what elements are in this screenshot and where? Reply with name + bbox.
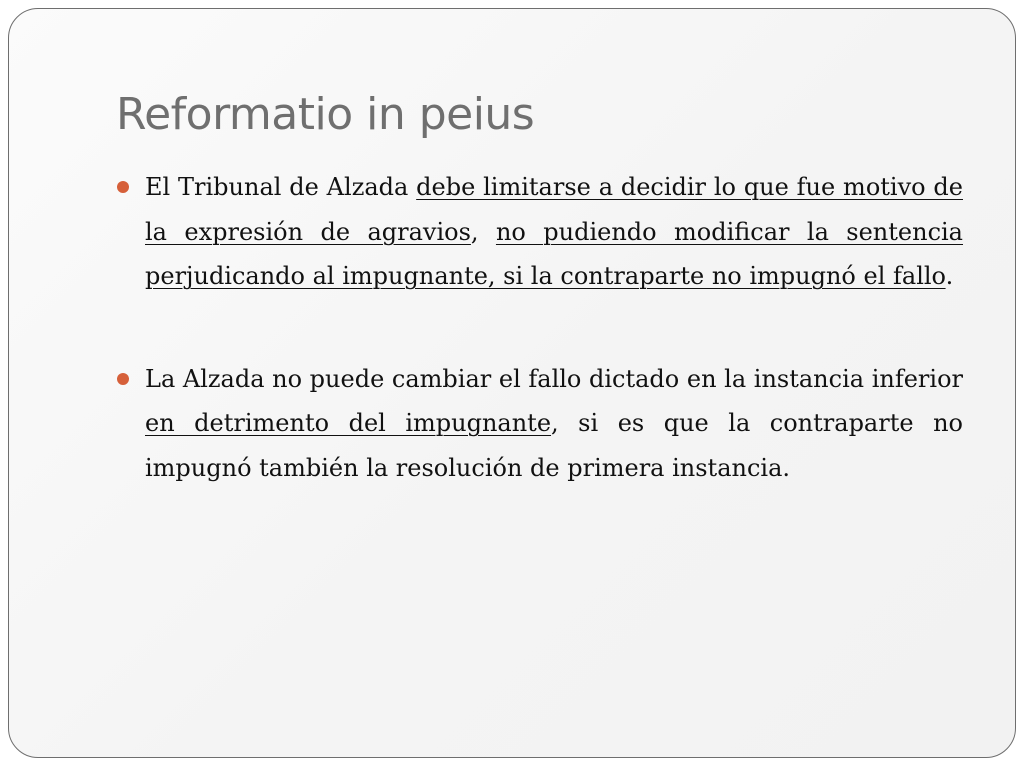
bullet-text: La Alzada no puede cambiar el fallo dictado en la instancia inferior (145, 364, 963, 393)
underlined-text: debe limitarse a decidir lo que fue motivo de la expresión de agravios (145, 173, 963, 246)
bullet-text: . (945, 262, 954, 290)
bullet-dot-icon (117, 181, 129, 193)
bullet-list (117, 165, 963, 490)
bullet-text: , si es que la contraparte no impugnó también la resolución de primera instancia. (145, 409, 963, 482)
slide-title: Reformatio in peius (116, 89, 535, 140)
slide (8, 8, 1016, 758)
bullet-text: , (470, 217, 496, 246)
bullet-dot-icon (117, 373, 129, 385)
underlined-text: en detrimento del impugnante (145, 409, 552, 437)
bullet-text: El Tribunal de Alzada (145, 173, 417, 201)
bullet-item (117, 357, 963, 491)
bullet-item (117, 165, 963, 299)
underlined-text: no pudiendo modificar la sentencia perjudicando al impugnante, si la contraparte no impugnó el fallo (145, 217, 963, 290)
